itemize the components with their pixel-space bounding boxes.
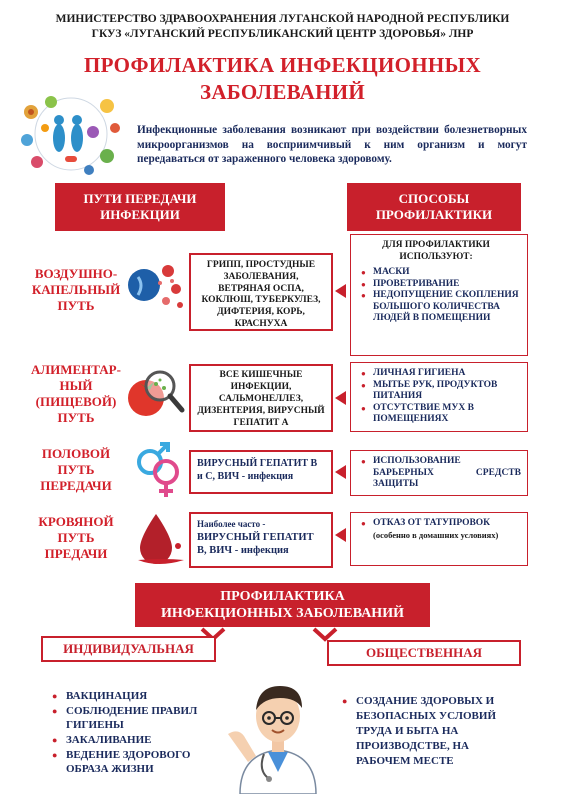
gender-symbols-icon	[132, 442, 186, 500]
list-item: ● НЕДОПУЩЕНИЕ СКОПЛЕНИЯ БОЛЬШОГО КОЛИЧЕСТВА ЛЮДЕЙ В ПОМЕЩЕНИИ	[361, 290, 521, 325]
methods-title: СПОСОБЫ ПРОФИЛАКТИКИ	[347, 183, 521, 231]
blood-drop-icon	[134, 510, 186, 568]
list-item: ● СОЗДАНИЕ ЗДОРОВЫХ И БЕЗОПАСНЫХ УСЛОВИЙ ТРУДА И БЫТА НА ПРОИЗВОДСТВЕ, НА РАБОЧЕМ МЕСТЕ	[342, 694, 514, 769]
tomato-magnifier-icon	[124, 364, 186, 426]
individual-title: ИНДИВИДУАЛЬНАЯ	[41, 636, 216, 662]
list-item: ● ПРОВЕТРИВАНИЕ	[361, 279, 521, 291]
diseases-sexual: ВИРУСНЫЙ ГЕПАТИТ В и С, ВИЧ - инфекция	[189, 450, 333, 494]
list-item: ● МЫТЬЕ РУК, ПРОДУКТОВ ПИТАНИЯ	[361, 380, 521, 403]
paths-title: ПУТИ ПЕРЕДАЧИ ИНФЕКЦИИ	[55, 183, 225, 231]
diseases-alimentary: ВСЕ КИШЕЧНЫЕ ИНФЕКЦИИ, САЛЬМОНЕЛЛЕЗ, ДИЗЕНТЕРИЯ, ВИРУСНЫЙ ГЕПАТИТ А	[189, 364, 333, 432]
path-airborne: ВОЗДУШНО-КАПЕЛЬНЫЙ ПУТЬ	[31, 266, 121, 313]
public-list	[342, 694, 514, 770]
list-item: ● СОБЛЮДЕНИЕ ПРАВИЛ ГИГИЕНЫ	[52, 704, 202, 732]
list-item: ● ОТСУТСТВИЕ МУХ В ПОМЕЩЕНИЯХ	[361, 403, 521, 426]
list-item: ● МАСКИ	[361, 267, 521, 279]
list-item: ● ВАКЦИНАЦИЯ	[52, 689, 202, 703]
prevention-sexual	[350, 450, 528, 496]
page-title: ПРОФИЛАКТИКА ИНФЕКЦИОННЫХ ЗАБОЛЕВАНИЙ	[84, 53, 481, 104]
sneeze-virus-icon	[124, 255, 186, 317]
arrow-alimentary	[335, 391, 346, 405]
list-item: ● ЗАКАЛИВАНИЕ	[52, 733, 202, 747]
ministry-line-1: МИНИСТЕРСТВО ЗДРАВООХРАНЕНИЯ ЛУГАНСКОЙ НАРОДНОЙ РЕСПУБЛИКИ	[55, 13, 510, 25]
bottom-title: ПРОФИЛАКТИКА ИНФЕКЦИОННЫХ ЗАБОЛЕВАНИЙ	[135, 583, 430, 627]
medical-collage-icon	[15, 92, 127, 176]
ministry-header	[0, 12, 565, 42]
prevention-heading: ДЛЯ ПРОФИЛАКТИКИ ИСПОЛЬЗУЮТ:	[382, 240, 490, 262]
path-sexual: ПОЛОВОЙ ПУТЬ ПЕРЕДАЧИ	[40, 446, 112, 493]
arrow-blood	[335, 528, 346, 542]
prevention-airborne	[350, 234, 528, 356]
doctor-illustration	[228, 672, 328, 794]
individual-list	[52, 689, 202, 777]
diseases-airborne: ГРИПП, ПРОСТУДНЫЕ ЗАБОЛЕВАНИЯ, ВЕТРЯНАЯ ОСПА, КОКЛЮШ, ТУБЕРКУЛЕЗ, ДИФТЕРИЯ, КОРЬ, КРАСНУХА	[189, 253, 333, 331]
prevention-note: (особенно в домашних условиях)	[373, 529, 499, 540]
arrow-airborne	[335, 284, 346, 298]
list-item: ● ЛИЧНАЯ ГИГИЕНА	[361, 368, 521, 380]
prevention-alimentary	[350, 362, 528, 432]
ministry-line-2: ГКУЗ «ЛУГАНСКИЙ РЕСПУБЛИКАНСКИЙ ЦЕНТР ЗДОРОВЬЯ» ЛНР	[91, 28, 474, 40]
arrow-sexual	[335, 465, 346, 479]
list-item: ● ВЕДЕНИЕ ЗДОРОВОГО ОБРАЗА ЖИЗНИ	[52, 748, 202, 776]
intro-text: Инфекционные заболевания возникают при воздействии болезнетворных микроорганизмов на восприимчивый к ним организм и могут передаваться от зараженного человека здоровому.	[137, 124, 527, 165]
path-alimentary: АЛИМЕНТАР-НЫЙ (ПИЩЕВОЙ) ПУТЬ	[31, 362, 121, 425]
public-title: ОБЩЕСТВЕННАЯ	[327, 640, 521, 666]
diseases-blood: Наиболее часто - ВИРУСНЫЙ ГЕПАТИТ В, ВИЧ - инфекция	[189, 512, 333, 568]
path-blood: КРОВЯНОЙ ПУТЬ ПРЕДАЧИ	[38, 514, 114, 561]
prevention-blood	[350, 512, 528, 566]
list-item: ● ИСПОЛЬЗОВАНИЕ БАРЬЕРНЫХ СРЕДСТВ ЗАЩИТЫ	[361, 456, 521, 491]
list-item: ● ОТКАЗ ОТ ТАТУПРОВОК	[361, 518, 521, 530]
